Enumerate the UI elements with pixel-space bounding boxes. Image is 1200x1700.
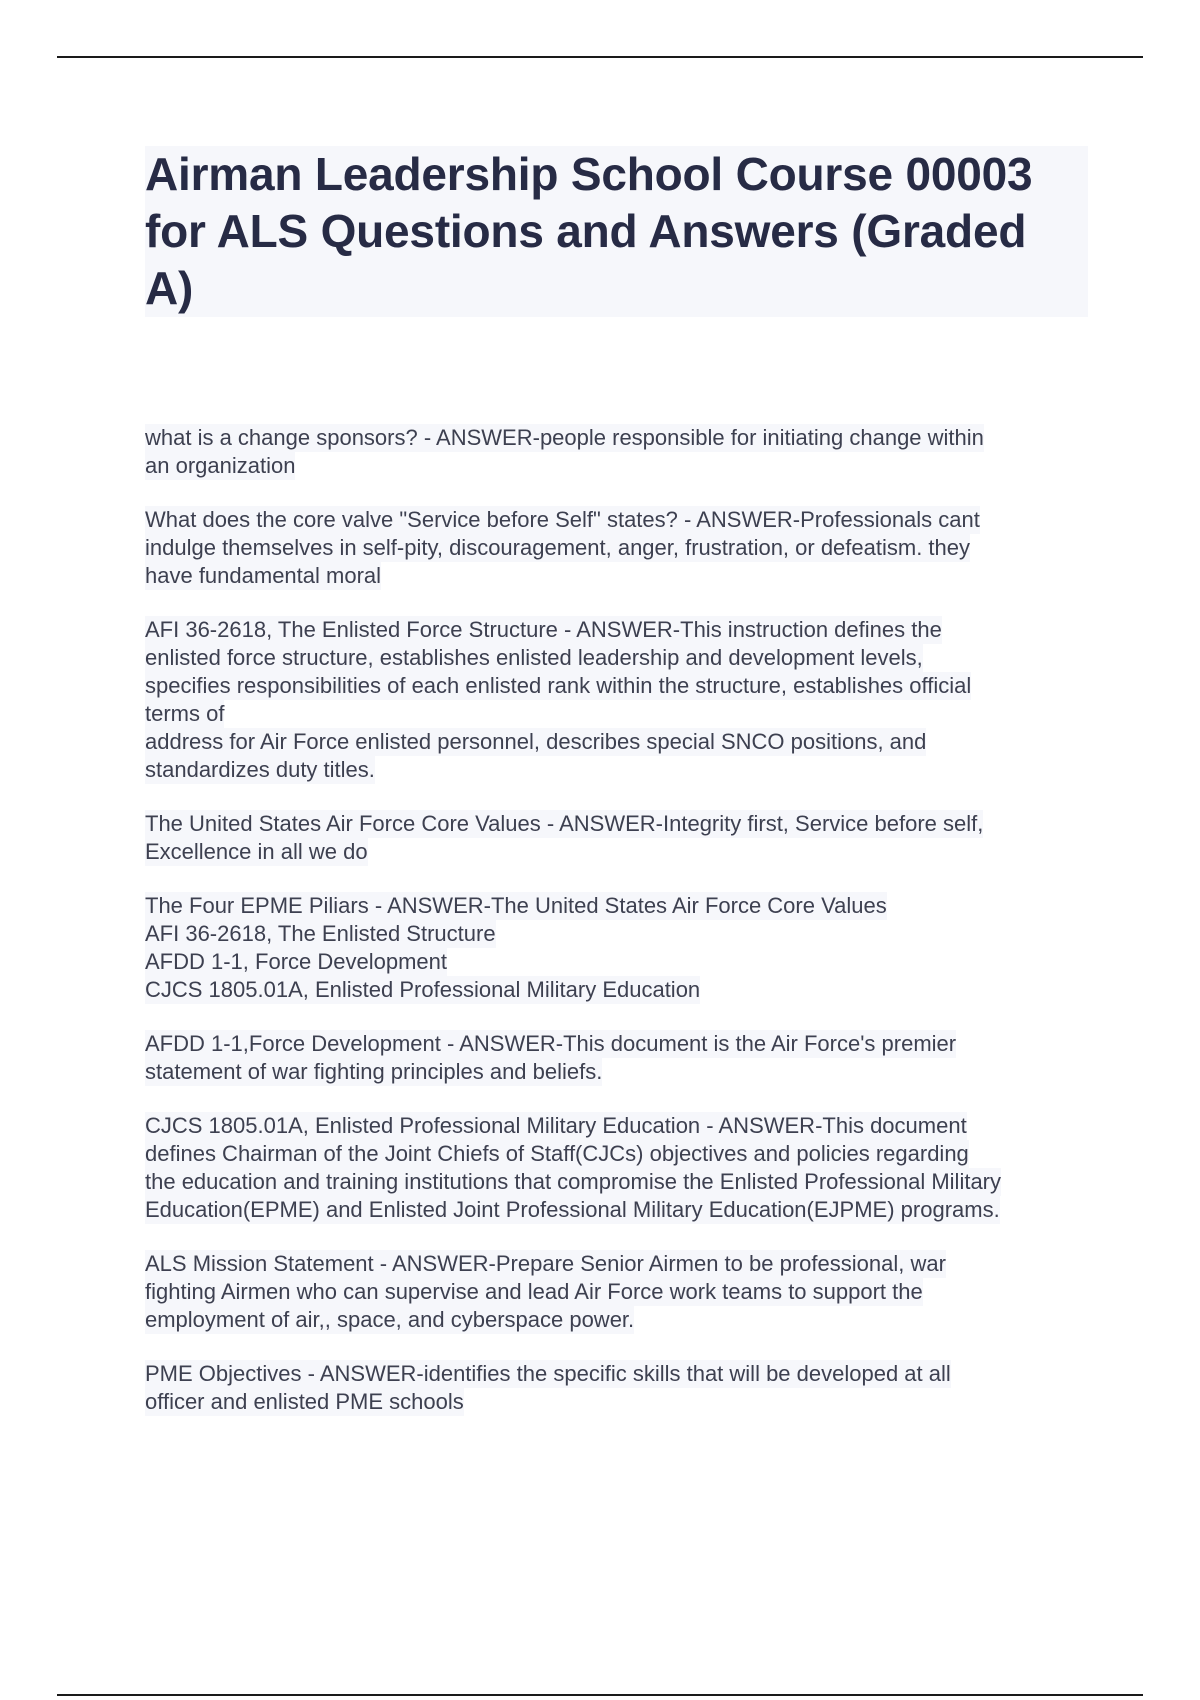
qa-line: AFDD 1-1, Force Development	[145, 949, 447, 974]
qa-line: defines Chairman of the Joint Chiefs of Staff(CJCs) objectives and policies regarding	[145, 1141, 969, 1166]
qa-line: CJCS 1805.01A, Enlisted Professional Military Education - ANSWER-This document	[145, 1113, 967, 1138]
title-line: Airman Leadership School Course 00003	[145, 148, 1033, 200]
qa-item	[145, 506, 1090, 590]
qa-item	[145, 810, 1090, 866]
qa-item	[145, 616, 1090, 784]
qa-item	[145, 1360, 1090, 1416]
top-divider	[57, 56, 1143, 58]
qa-line: AFI 36-2618, The Enlisted Force Structure - ANSWER-This instruction defines the	[145, 617, 942, 642]
qa-line: The United States Air Force Core Values - ANSWER-Integrity first, Service before self,	[145, 811, 984, 836]
qa-line: standardizes duty titles.	[145, 757, 375, 782]
qa-line: terms of	[145, 701, 225, 726]
title-line: for ALS Questions and Answers (Graded	[145, 205, 1027, 257]
qa-line: officer and enlisted PME schools	[145, 1389, 464, 1414]
qa-line: indulge themselves in self-pity, discouragement, anger, frustration, or defeatism. they	[145, 535, 971, 560]
document-title	[145, 146, 1088, 317]
qa-item	[145, 892, 1090, 1004]
qa-line: what is a change sponsors? - ANSWER-people responsible for initiating change within	[145, 425, 984, 450]
qa-item	[145, 1112, 1090, 1224]
qa-line: AFI 36-2618, The Enlisted Structure	[145, 921, 496, 946]
qa-line: specifies responsibilities of each enlisted rank within the structure, establishes official	[145, 673, 972, 698]
qa-line: the education and training institutions that compromise the Enlisted Professional Military	[145, 1169, 1002, 1194]
document-title-block	[145, 146, 1088, 317]
bottom-divider	[57, 1694, 1143, 1696]
qa-line: PME Objectives - ANSWER-identifies the specific skills that will be developed at all	[145, 1361, 951, 1386]
qa-line: have fundamental moral	[145, 563, 382, 588]
qa-line: ALS Mission Statement - ANSWER-Prepare Senior Airmen to be professional, war	[145, 1251, 946, 1276]
qa-line: enlisted force structure, establishes enlisted leadership and development levels,	[145, 645, 923, 670]
qa-line: address for Air Force enlisted personnel, describes special SNCO positions, and	[145, 729, 927, 754]
qa-line: CJCS 1805.01A, Enlisted Professional Military Education	[145, 977, 701, 1002]
qa-line: an organization	[145, 453, 296, 478]
title-line: A)	[145, 262, 194, 314]
qa-line: What does the core valve "Service before Self" states? - ANSWER-Professionals cant	[145, 507, 980, 532]
qa-list	[145, 424, 1090, 1442]
qa-line: AFDD 1-1,Force Development - ANSWER-This document is the Air Force's premier	[145, 1031, 957, 1056]
qa-line: statement of war fighting principles and beliefs.	[145, 1059, 603, 1084]
qa-line: The Four EPME Piliars - ANSWER-The United States Air Force Core Values	[145, 893, 887, 918]
qa-item	[145, 424, 1090, 480]
qa-line: fighting Airmen who can supervise and lead Air Force work teams to support the	[145, 1279, 923, 1304]
qa-line: Education(EPME) and Enlisted Joint Professional Military Education(EJPME) programs.	[145, 1197, 1000, 1222]
qa-line: Excellence in all we do	[145, 839, 368, 864]
qa-item	[145, 1250, 1090, 1334]
qa-item	[145, 1030, 1090, 1086]
qa-line: employment of air,, space, and cyberspace power.	[145, 1307, 635, 1332]
